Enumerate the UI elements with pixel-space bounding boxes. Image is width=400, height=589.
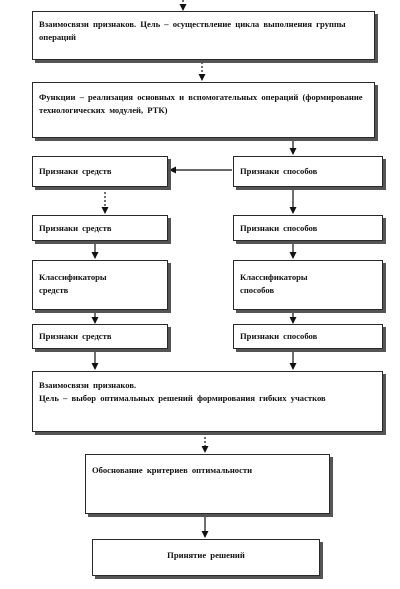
box-criteria: Обоснование критериев оптимальности	[85, 454, 330, 514]
box-methods-features-3: Признаки способов	[233, 324, 383, 349]
box-methods-classifiers: Классификаторы способов	[233, 260, 383, 310]
box-means-features-1: Признаки средств	[32, 156, 168, 187]
box-methods-features-2: Признаки способов	[233, 215, 383, 241]
box-methods-features-1: Признаки способов	[233, 156, 383, 187]
box-functions: Функции – реализация основных и вспомогательных операций (формирование технологических модулей, РТК)	[32, 82, 375, 138]
box-decisions: Принятие решений	[92, 539, 320, 576]
box-interrelation-goal: Взаимосвязи признаков. Цель – выбор оптимальных решений формирования гибких участков	[32, 371, 383, 432]
box-means-classifiers: Классификаторы средств	[32, 260, 168, 310]
box-top-interrelation: Взаимосвязи признаков. Цель – осуществление цикла выполнения группы операций	[32, 11, 375, 60]
box-means-features-3: Признаки средств	[32, 324, 168, 349]
box-means-features-2: Признаки средств	[32, 215, 168, 241]
